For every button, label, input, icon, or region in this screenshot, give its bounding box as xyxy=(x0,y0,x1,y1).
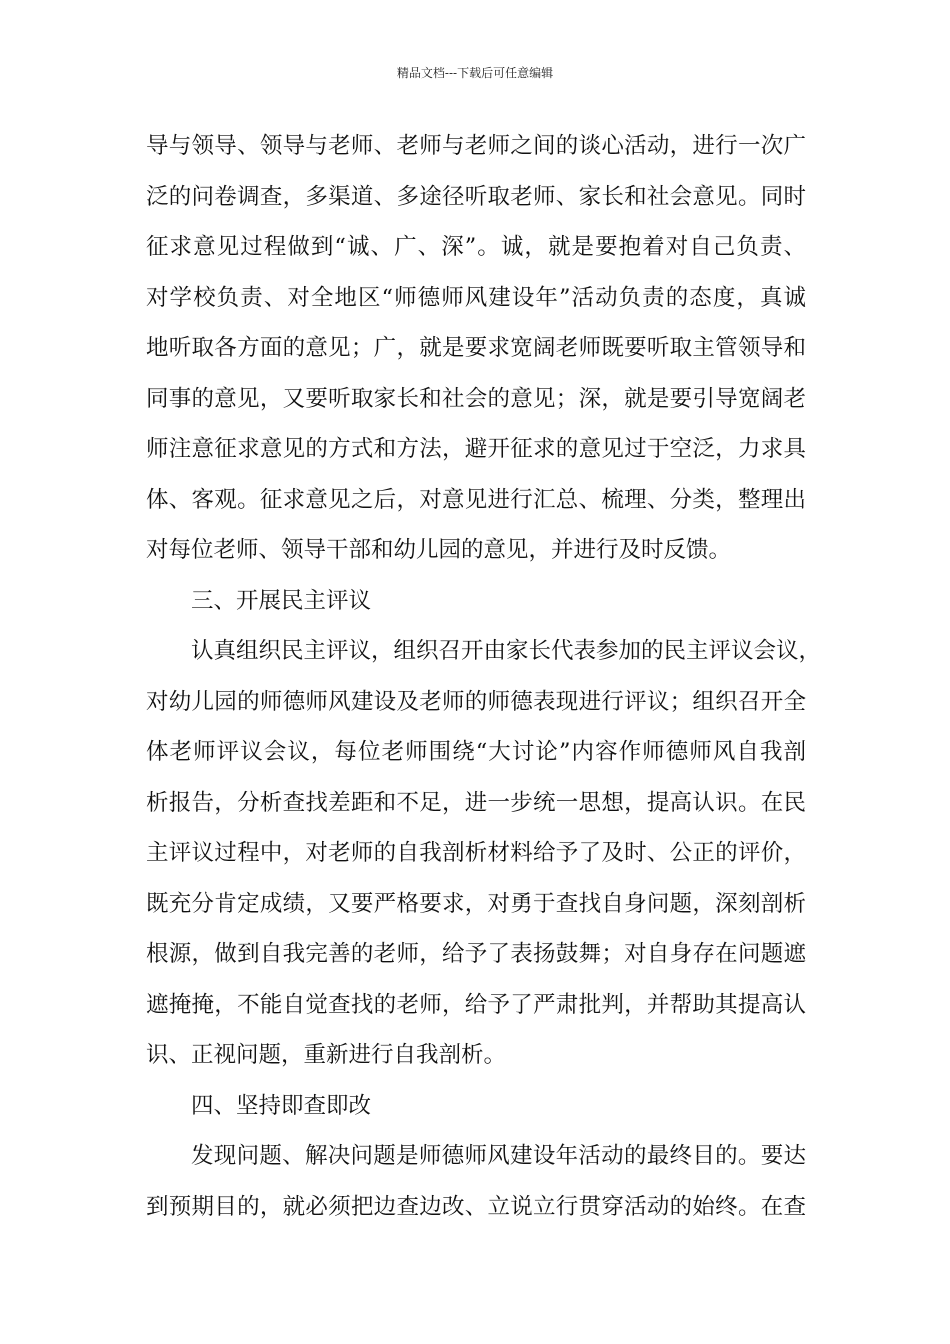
text-line: 对每位老师、领导干部和幼儿园的意见，并进行及时反馈。 xyxy=(146,537,732,563)
text-line: 导与领导、领导与老师、老师与老师之间的谈心活动，进行一次广 xyxy=(146,133,806,159)
text-line: 体、客观。征求意见之后，对意见进行汇总、梳理、分类，整理出 xyxy=(146,486,806,513)
document-body xyxy=(146,131,822,1242)
text-line: 既充分肯定成绩，又要严格要求，对勇于查找自身问题，深刻剖析 xyxy=(146,890,806,917)
text-line: 根源，做到自我完善的老师，给予了表扬鼓舞；对自身存在问题遮 xyxy=(146,941,806,967)
text-line: 四、坚持即查即改 xyxy=(191,1092,372,1119)
text-line: 析报告，分析查找差距和不足，进一步统一思想，提高认识。在民 xyxy=(146,789,806,816)
text-line: 师注意征求意见的方式和方法，避开征求的意见过于空泛，力求具 xyxy=(146,436,806,462)
text-line: 征求意见过程做到“诚、广、深”。诚，就是要抱着对自己负责、 xyxy=(146,234,806,260)
text-line: 到预期目的，就必须把边查边改、立说立行贯穿活动的始终。在查 xyxy=(146,1193,806,1220)
page-header: 精品文档---下载后可任意编辑 xyxy=(396,66,554,80)
text-line: 遮掩掩，不能自觉查找的老师，给予了严肃批判，并帮助其提高认 xyxy=(146,991,806,1018)
text-line: 三、开展民主评议 xyxy=(191,587,372,614)
text-line: 主评议过程中，对老师的自我剖析材料给予了及时、公正的评价， xyxy=(146,840,806,866)
text-line: 对学校负责、对全地区“师德师风建设年”活动负责的态度，真诚 xyxy=(146,284,806,311)
text-line: 认真组织民主评议，组织召开由家长代表参加的民主评议会议， xyxy=(191,638,822,664)
text-line: 体老师评议会议，每位老师围绕“大讨论”内容作师德师风自我剖 xyxy=(146,739,806,765)
text-line: 识、正视问题，重新进行自我剖析。 xyxy=(146,1042,507,1068)
text-line: 发现问题、解决问题是师德师风建设年活动的最终目的。要达 xyxy=(191,1143,806,1169)
text-line: 同事的意见，又要听取家长和社会的意见；深，就是要引导宽阔老 xyxy=(146,385,806,412)
text-line: 泛的问卷调查，多渠道、多途径听取老师、家长和社会意见。同时 xyxy=(146,183,806,210)
text-line: 地听取各方面的意见；广，就是要求宽阔老师既要听取主管领导和 xyxy=(146,335,806,361)
text-line: 对幼儿园的师德师风建设及老师的师德表现进行评议；组织召开全 xyxy=(146,688,806,715)
